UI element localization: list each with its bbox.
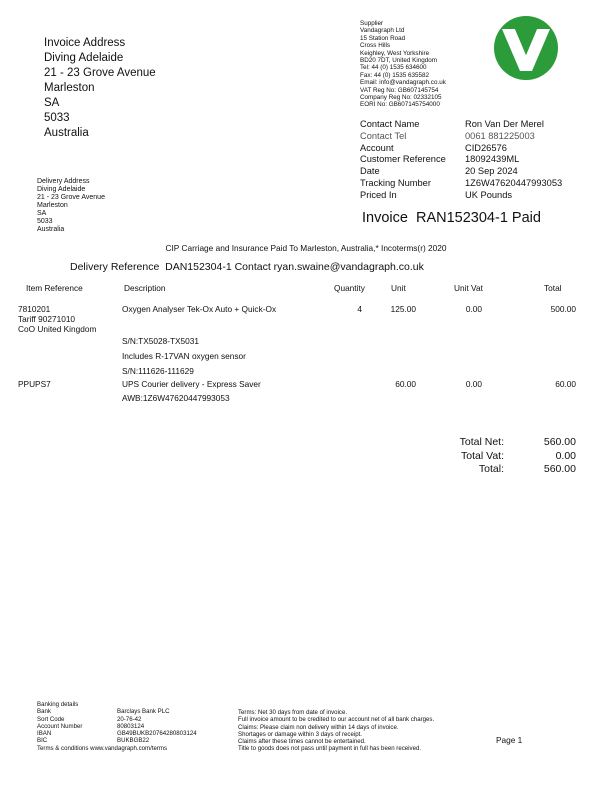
delivery-address-line: Diving Adelaide [37, 186, 86, 193]
delivery-address-line: 5033 [37, 218, 53, 225]
total-vat-label: Total Vat: [461, 449, 504, 462]
total-net-label: Total Net: [459, 436, 504, 448]
header-unit: Unit [391, 283, 406, 293]
terms-link-text: Terms & conditions www.vandagraph.com/terms [37, 744, 168, 752]
detail-value: 18092439ML [465, 154, 520, 165]
banking-value: 80803124 [117, 722, 145, 730]
terms-line: Title to goods does not pass until payment in full has been received. [238, 745, 422, 753]
line1-notes [122, 334, 246, 379]
header-item-reference: Item Reference [26, 283, 83, 293]
invoice-address [44, 36, 156, 141]
supplier-block [360, 20, 446, 109]
line2-description: UPS Courier delivery - Express Saver [122, 379, 261, 389]
header-total: Total [544, 283, 562, 293]
detail-key: Tracking Number [360, 177, 431, 188]
incoterms-line: CIP Carriage and Insurance Paid To Marleston, Australia,* Incoterms(r) 2020 [165, 243, 447, 253]
supplier-line: Email: info@vandagraph.co.uk [360, 79, 446, 87]
supplier-line: Fax: 44 (0) 1535 635582 [360, 71, 429, 79]
detail-key: Contact Name [360, 119, 420, 129]
detail-value: Ron Van Der Merel [465, 119, 544, 129]
line1-unit-vat: 0.00 [465, 304, 482, 314]
terms-line: Claims: Please claim non delivery within 14 days of invoice. [238, 723, 399, 731]
line1-unit: 125.00 [390, 304, 416, 314]
line2-unit-vat: 0.00 [465, 379, 482, 389]
line2-item-reference: PPUPS7 [18, 379, 51, 389]
detail-value: 1Z6W47620447993053 [465, 177, 563, 188]
banking-values [117, 701, 197, 745]
detail-key: Priced In [360, 189, 397, 200]
total-label: Total: [478, 463, 504, 475]
totals-values [516, 436, 576, 477]
item-tariff: Tariff 90271010 [18, 314, 76, 324]
banking-heading: Banking details [37, 701, 79, 708]
terms-line: Claims after these times cannot be entertained. [238, 738, 366, 746]
header-quantity: Quantity [334, 283, 365, 293]
delivery-address-line: SA [37, 210, 47, 217]
banking-label: Bank [37, 708, 51, 716]
detail-key: Date [360, 166, 380, 177]
delivery-address-line: Marleston [37, 202, 68, 209]
terms-line: Full invoice amount to be credited to our account net of all bank charges. [238, 716, 435, 724]
supplier-line: Tel: 44 (0) 1535 634600 [360, 64, 427, 72]
delivery-address-line: 21 - 23 Grove Avenue [37, 194, 105, 201]
detail-key: Customer Reference [360, 154, 446, 165]
invoice-address-heading: Invoice Address [44, 37, 126, 49]
terms-line: Shortages or damage within 3 days of receipt. [238, 730, 362, 738]
note-line: Includes R-17VAN oxygen sensor [122, 351, 246, 361]
invoice-address-line: Marleston [44, 82, 95, 94]
supplier-line: BD20 7DT, United Kingdom [360, 57, 438, 65]
page-number: Page 1 [496, 735, 523, 745]
banking-value: GB49BUKB20764280803124 [117, 730, 197, 738]
header-unit-vat: Unit Vat [454, 283, 483, 293]
invoice-address-line: 5033 [44, 112, 70, 124]
terms-line: Terms: Net 30 days from date of invoice. [238, 709, 348, 716]
banking-value [117, 701, 197, 708]
line2-unit: 60.00 [395, 379, 416, 389]
detail-value: CID26576 [465, 142, 507, 153]
detail-row-contact-tel [360, 131, 562, 143]
supplier-line: Company Reg No: 02332105 [360, 94, 442, 102]
delivery-address [37, 178, 105, 234]
supplier-line: Keighley, West Yorkshire [360, 49, 430, 57]
delivery-address-line: Australia [37, 226, 65, 233]
invoice-details [360, 119, 562, 202]
total-value: 560.00 [543, 463, 576, 475]
line2-notes: AWB:1Z6W47620447993053 [122, 393, 230, 403]
total-net-value: 560.00 [543, 436, 576, 448]
total-vat-value: 0.00 [555, 449, 576, 462]
detail-value: 20 Sep 2024 [465, 166, 518, 177]
invoice-address-line: Diving Adelaide [44, 52, 124, 64]
banking-label: IBAN [37, 730, 52, 738]
banking-label: BIC [37, 737, 48, 745]
banking-label: Sort Code [37, 715, 65, 723]
detail-row-customer-reference [360, 154, 562, 166]
detail-value: 0061 881225003 [465, 130, 535, 141]
supplier-line: Vandagraph Ltd [360, 27, 405, 35]
header-description: Description [124, 283, 166, 293]
invoice-address-line: 21 - 23 Grove Avenue [44, 67, 156, 79]
supplier-line: EORI No: GB607145754000 [360, 101, 440, 109]
banking-label: Account Number [37, 722, 83, 730]
banking-value: BUKBGB22 [117, 737, 150, 745]
note-line: S/N:111626-111629 [122, 366, 194, 376]
supplier-line: Cross Hills [360, 42, 391, 50]
invoice-address-line: Australia [44, 127, 89, 139]
line1-item-reference [18, 304, 96, 334]
supplier-heading: Supplier [360, 20, 384, 27]
supplier-line: VAT Reg No: GB607145754 [360, 86, 439, 94]
item-origin: CoO United Kingdom [18, 324, 97, 334]
line2-total: 60.00 [555, 379, 576, 389]
detail-row-account [360, 143, 562, 155]
line1-quantity: 4 [357, 304, 362, 314]
vandagraph-logo-icon [493, 15, 559, 81]
line1-total: 500.00 [550, 304, 576, 314]
banking-value: Barclays Bank PLC [117, 708, 170, 716]
delivery-reference: Delivery Reference DAN152304-1 Contact ryan.swaine@vandagraph.co.uk [70, 261, 424, 273]
detail-key: Account [360, 142, 394, 153]
detail-key: Contact Tel [360, 130, 407, 141]
line1-description: Oxygen Analyser Tek-Ox Auto + Quick-Ox [122, 304, 277, 314]
detail-row-priced-in [360, 190, 562, 202]
invoice-title: Invoice RAN152304-1 Paid [362, 210, 541, 226]
totals-labels [420, 436, 504, 477]
detail-row-date [360, 166, 562, 178]
supplier-line: 15 Station Road [360, 34, 406, 42]
payment-terms [238, 709, 434, 753]
delivery-address-heading: Delivery Address [37, 178, 90, 185]
detail-value: UK Pounds [465, 189, 513, 200]
detail-row-tracking-number [360, 178, 562, 190]
item-code: 7810201 [18, 304, 51, 314]
banking-value: 20-76-42 [117, 715, 142, 723]
detail-row-contact-name [360, 119, 562, 131]
note-line: S/N:TX5028-TX5031 [122, 336, 200, 346]
invoice-address-line: SA [44, 97, 60, 109]
